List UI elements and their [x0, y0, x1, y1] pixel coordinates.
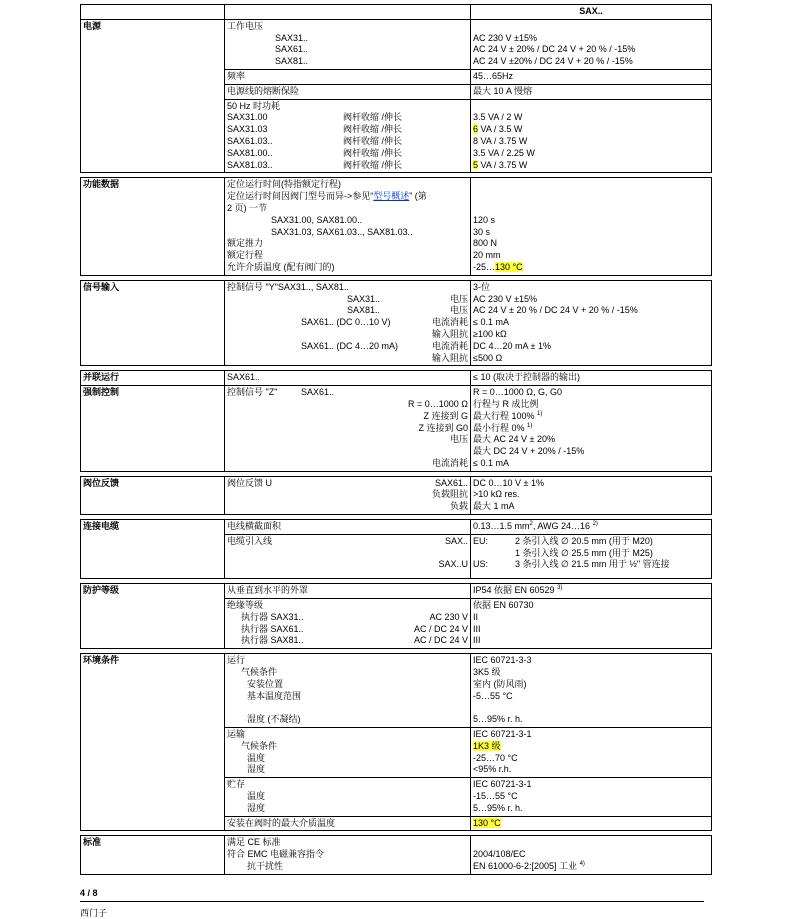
spec-value: <95% r.h.	[473, 764, 512, 775]
housing-label: 从垂直到水平的外罩	[225, 584, 471, 599]
model-label: SAX61.. (DC 0…10 V)	[301, 317, 391, 328]
freq-label: 频率	[225, 69, 471, 84]
feedback-label: 阀位反馈 U	[227, 477, 273, 488]
type-overview-link[interactable]: 型号概述	[373, 191, 410, 202]
spec-value: II	[473, 611, 479, 622]
param-label: 输入阻抗	[431, 328, 468, 339]
page-number: 4 / 8	[80, 888, 98, 898]
feedback-row	[81, 476, 712, 514]
footnote-ref: 1)	[537, 410, 543, 417]
stroke-label: 阀杆收缩 /伸长	[343, 112, 403, 123]
spec-value: -15…55 °C	[473, 791, 518, 802]
spec-value: >10 kΩ res.	[473, 489, 520, 500]
runtime-note: 定位运行时间因阀门型号而异->参见“	[227, 191, 374, 202]
model-label: SAX81..	[347, 305, 381, 316]
temp-label: 基本温度范围	[247, 690, 302, 701]
footnote-ref: 3)	[557, 585, 563, 592]
param-label: 电压	[449, 293, 468, 304]
protection-row-housing	[81, 584, 712, 599]
model-label: SAX61.. (DC 4…20 mA)	[301, 340, 399, 351]
runtime-label: 定位运行时间(特指额定行程)	[227, 179, 341, 190]
spec-value: 8 VA / 3.75 W	[473, 135, 528, 146]
superscript: 2	[529, 521, 533, 528]
spec-value: 2 条引入线 ∅ 20.5 mm (用于 M20)	[515, 535, 653, 546]
highlight-value: 6	[473, 124, 479, 135]
param-label: Z 连接到 G0	[418, 422, 468, 433]
spec-value: 3.5 VA / 2.25 W	[473, 147, 535, 158]
highlight-value: 1K3 级	[473, 740, 501, 751]
stroke-label: 阀杆收缩 /伸长	[343, 124, 403, 135]
param-label: 负载阻抗	[431, 489, 468, 500]
spec-value: DC 4…20 mA ± 1%	[473, 340, 551, 351]
humidity-label: 湿度 (不凝结)	[247, 714, 301, 725]
spec-value: III	[473, 623, 481, 634]
op-voltage-label: 工作电压	[227, 20, 264, 31]
spec-value: ≤ 10 (取决于控制器的输出)	[471, 371, 712, 386]
model-label: 执行器 SAX81..	[241, 635, 304, 646]
signal-label: 控制信号 "Y"SAX31.., SAX81..	[227, 281, 349, 292]
fuse-value: 最大 10 A 慢熔	[471, 84, 712, 99]
model-label: SAX..U	[438, 559, 468, 570]
signal-row	[81, 280, 712, 366]
immunity-label: 抗干扰性	[247, 861, 284, 871]
spec-value: 1 条引入线 ∅ 25.5 mm (用于 M25)	[515, 547, 653, 558]
parallel-row	[81, 371, 712, 386]
section-title-protection: 防护等级	[81, 584, 225, 649]
highlight-value: 5	[473, 159, 479, 170]
spec-value: IEC 60721-3-1	[473, 729, 532, 740]
model-label: SAX..	[444, 535, 468, 546]
stroke-label: 阀杆收缩 /伸长	[343, 147, 403, 158]
install-label: 安装位置	[247, 678, 284, 689]
spec-value: 0.13…1.5 mm	[473, 521, 530, 532]
force-label: 额定推力	[227, 238, 264, 249]
spec-value: IEC 60721-3-1	[473, 779, 532, 790]
model-label: SAX81.00..	[227, 147, 273, 158]
spec-value: R = 0…1000 Ω, G, G0	[473, 387, 563, 398]
humidity-label: 湿度	[247, 764, 266, 775]
spec-value: AC 24 V ±20% / DC 24 V + 20 % / -15%	[473, 56, 633, 67]
param-label: 电流消耗	[431, 340, 468, 351]
param-label: 电压	[449, 434, 468, 445]
spec-value: IP54 依据 EN 60529	[473, 585, 555, 596]
model-label: SAX31.03	[227, 124, 268, 135]
spec-value: 最大行程 100%	[473, 410, 535, 421]
section-title-feedback: 阀位反馈	[81, 476, 225, 514]
spec-value: ≤ 0.1 mA	[473, 457, 509, 468]
spec-value: ≤500 Ω	[473, 352, 503, 363]
func-row	[81, 178, 712, 275]
spec-value: AC 24 V ± 20 % / DC 24 V + 20 % / -15%	[473, 305, 638, 316]
spec-value: 30 s	[473, 226, 491, 237]
cable-row-section	[81, 520, 712, 535]
spec-value: 2004/108/EC	[473, 849, 526, 860]
param-label: R = 0…1000 Ω	[407, 398, 468, 409]
region-label: EU:	[473, 535, 489, 546]
section-title-parallel: 并联运行	[81, 371, 225, 386]
model-label: SAX61..	[275, 44, 309, 55]
spec-value: , AWG 24…16	[532, 521, 591, 532]
temp-label: 温度	[247, 791, 266, 802]
param-label: AC / DC 24 V	[413, 635, 468, 646]
spec-value: VA / 3.75 W	[478, 159, 528, 170]
model-label: 执行器 SAX31..	[241, 611, 304, 622]
spec-value: 最大 AC 24 V ± 20%	[473, 434, 555, 445]
section-title-cable: 连接电缆	[81, 520, 225, 579]
highlight-value: 130 °C	[473, 817, 501, 828]
footnote-ref: 1)	[527, 422, 533, 429]
spec-value: 5…95% r. h.	[473, 714, 523, 725]
section-title-standards: 标准	[81, 836, 225, 874]
spec-value: 800 N	[473, 238, 498, 249]
model-label: SAX61..	[434, 477, 468, 488]
spec-value: 最大 1 mA	[473, 501, 515, 512]
spec-value: AC 230 V ±15%	[473, 32, 537, 43]
runtime-note: 2 页) 一节	[227, 202, 268, 213]
param-label: AC / DC 24 V	[413, 623, 468, 634]
model-label: SAX81.03..	[227, 159, 273, 170]
model-label: SAX61.03..	[227, 135, 273, 146]
model-label: 执行器 SAX61..	[241, 623, 304, 634]
param-label: 输入阻抗	[431, 352, 468, 363]
stroke-label: 阀杆收缩 /伸长	[343, 159, 403, 170]
climate-label: 气候条件	[241, 740, 278, 751]
humidity-label: 湿度	[247, 802, 266, 813]
signal-label: 控制信号 "Z"	[227, 387, 278, 398]
spec-value: III	[473, 635, 481, 646]
header-model: SAX..	[471, 5, 712, 20]
max-temp-label: 安装在阀时的最大介质温度	[225, 816, 471, 831]
brand-name: 西门子	[80, 908, 108, 918]
spec-value: AC 230 V ±15%	[473, 293, 537, 304]
climate-label: 气候条件	[241, 667, 278, 678]
spec-value: -25…70 °C	[473, 752, 518, 763]
spec-value: 3.5 VA / 2 W	[473, 112, 523, 123]
power-row-voltage	[81, 19, 712, 69]
model-label: SAX61..	[225, 371, 471, 386]
spec-value: 3K5 级	[473, 667, 501, 678]
spec-value: 行程与 R 成比例	[473, 398, 539, 409]
spec-value: 5…95% r. h.	[473, 802, 523, 813]
insulation-label: 绝缘等级	[227, 600, 264, 611]
model-label: SAX31..	[347, 293, 381, 304]
spec-value: EN 61000-6-2:[2005] 工业	[473, 861, 578, 871]
model-label: SAX31.00	[227, 112, 268, 123]
spec-value: VA / 3.5 W	[478, 124, 523, 135]
section-title-func: 功能数据	[81, 178, 225, 275]
spec-value: DC 0…10 V ± 1%	[473, 477, 544, 488]
section-title-signal: 信号输入	[81, 280, 225, 366]
model-label: SAX31..	[275, 32, 309, 43]
spec-value: 最大 DC 24 V + 20% / -15%	[473, 446, 585, 457]
param-label: Z 连接到 G	[423, 410, 468, 421]
runtime-note: ” (第	[409, 191, 427, 202]
footer-rule	[80, 901, 704, 902]
spec-value: 室内 (防风雨)	[473, 678, 527, 689]
model-label: SAX31.03, SAX61.03.., SAX81.03..	[271, 226, 413, 237]
spec-value: 最小行程 0%	[473, 422, 525, 433]
spec-value: 3 条引入线 ∅ 21.5 mm 用于 ½" 管连接	[515, 559, 670, 570]
fuse-label: 电源线的熔断保险	[225, 84, 471, 99]
header-row	[81, 5, 712, 20]
cable-entry-label: 电缆引入线	[227, 535, 273, 546]
spec-table	[80, 4, 712, 875]
cable-section-label: 电线横截面积	[225, 520, 471, 535]
section-title-forced: 强制控制	[81, 386, 225, 472]
param-label: AC 230 V	[429, 611, 468, 622]
emc-label: 符合 EMC 电磁兼容指令	[227, 849, 325, 860]
temp-label: 允许介质温度 (配有阀门的)	[227, 261, 335, 272]
forced-row	[81, 386, 712, 472]
param-label: 电压	[449, 305, 468, 316]
model-label: SAX31.00, SAX81.00..	[271, 214, 363, 225]
param-label: 负载	[449, 501, 468, 512]
spec-value: IEC 60721-3-3	[473, 655, 532, 666]
model-label: SAX61..	[301, 387, 335, 398]
transport-label: 运输	[227, 729, 246, 740]
param-label: 电流消耗	[431, 317, 468, 328]
temp-label: 温度	[247, 752, 266, 763]
spec-sheet	[80, 4, 704, 875]
spec-value: -5…55 °C	[473, 690, 513, 701]
spec-value: 120 s	[473, 214, 496, 225]
stroke-label: 阀杆收缩 /伸长	[343, 135, 403, 146]
highlight-value: 130 °C	[495, 261, 523, 272]
section-title-power: 电源	[81, 19, 225, 173]
model-label: SAX81..	[275, 56, 309, 67]
section-title-env: 环境条件	[81, 654, 225, 831]
spec-value: 依据 EN 60730	[473, 600, 534, 611]
standards-row	[81, 836, 712, 874]
spec-value: 3-位	[473, 281, 491, 292]
spec-value: -25…	[473, 261, 496, 272]
env-row-operation	[81, 654, 712, 728]
param-label: 电流消耗	[431, 457, 468, 468]
region-label: US:	[473, 559, 489, 570]
spec-value: ≤ 0.1 mA	[473, 317, 509, 328]
footnote-ref: 4)	[579, 861, 585, 867]
consumption-label: 50 Hz 时功耗	[227, 100, 281, 111]
spec-value: AC 24 V ± 20% / DC 24 V + 20 % / -15%	[473, 44, 636, 55]
storage-label: 贮存	[227, 779, 246, 790]
footnote-ref: 2)	[592, 521, 598, 528]
operation-label: 运行	[227, 655, 246, 666]
spec-value: 20 mm	[473, 250, 501, 261]
ce-label: 满足 CE 标准	[227, 837, 281, 848]
spec-value: ≥100 kΩ	[473, 328, 507, 339]
freq-value: 45…65Hz	[471, 69, 712, 84]
travel-label: 额定行程	[227, 250, 264, 261]
